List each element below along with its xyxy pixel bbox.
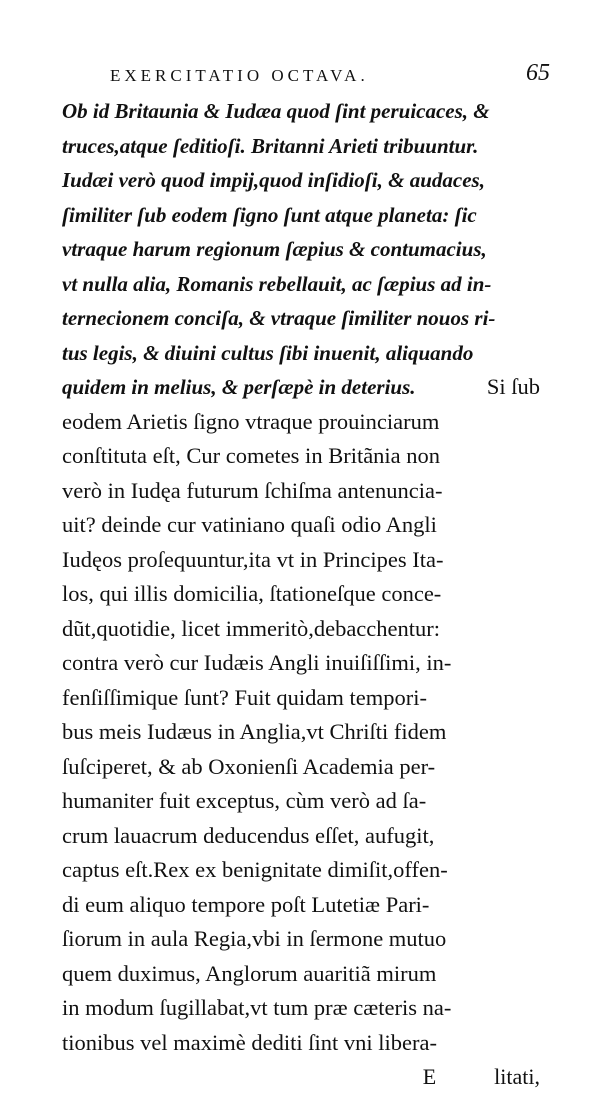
- text-line: captus eſt.Rex ex benignitate dimiſit,offen-: [62, 857, 448, 882]
- signature-mark: E: [422, 1064, 437, 1089]
- text-line: fenſiſſimique ſunt? Fuit quidam tempori-: [62, 684, 427, 710]
- running-title: EXERCITATIO OCTAVA.: [110, 66, 369, 85]
- text-line: los, qui illis domicilia, ſtationeſque conce-: [62, 581, 442, 606]
- text-line: bus meis Iudæus in Anglia,vt Chriſti fidem: [62, 719, 447, 744]
- text-line: ternecionem conciſa, & vtraque ſimiliter nouos ri-: [62, 306, 496, 330]
- text-line: di eum aliquo tempore poſt Lutetiæ Pari-: [62, 891, 430, 917]
- text-line: ſimiliter ſub eodem ſigno ſunt atque planeta: ſic: [62, 202, 477, 227]
- text-line: tionibus vel maximè dediti ſint vni libera-: [62, 1029, 437, 1055]
- text-line: vt nulla alia, Romanis rebellauit, ac ſæpius ad in-: [62, 271, 492, 296]
- text-line: contra verò cur Iudæis Angli inuiſiſſimi, in-: [62, 650, 452, 675]
- text-line: dũt,quotidie, licet immeritò,debacchentur:: [62, 615, 441, 641]
- text-line: quem duximus, Anglorum auaritiã mirum: [62, 960, 437, 986]
- text-line: humaniter fuit exceptus, cùm verò ad ſa-: [62, 788, 427, 813]
- text-line: conſtituta eſt, Cur cometes in Britãnia non: [62, 443, 441, 468]
- text-line: Ob id Britaunia & Iudæa quod ſint peruicaces, &: [62, 99, 490, 123]
- text-line: ſiorum in aula Regia,vbi in ſermone mutuo: [62, 926, 447, 951]
- text-line: verò in Iudęa futurum ſchiſma antenuncia-: [62, 477, 443, 503]
- text-line: ſuſciperet, & ab Oxonienſi Academia per-: [62, 753, 436, 779]
- text-line: eodem Arietis ſigno vtraque prouinciarum: [62, 408, 440, 434]
- text-line: vtraque harum regionum ſæpius & contumacius,: [62, 237, 487, 261]
- footer-line: [62, 1060, 540, 1095]
- running-head: [110, 60, 550, 94]
- text-line: Iudęos proſequuntur,ita vt in Principes Ita-: [62, 546, 444, 572]
- text-line: quidem in melius, & perſæpè in deterius. Si ſub: [62, 374, 540, 399]
- body-text: [62, 94, 540, 1095]
- text-line: tus legis, & diuini cultus ſibi inuenit, aliquando: [62, 340, 474, 365]
- text-line: in modum ſugillabat,vt tum præ cæteris na-: [62, 995, 452, 1020]
- text-line: truces,atque ſeditioſi. Britanni Arieti tribuuntur.: [62, 133, 479, 158]
- text-line: uit? deinde cur vatiniano quaſi odio Angli: [62, 512, 437, 537]
- text-line: Iudæi verò quod impij,quod inſidioſi, & audaces,: [62, 168, 485, 192]
- text-line: crum lauacrum deducendus eſſet, aufugit,: [62, 822, 435, 848]
- page-number: 65: [526, 60, 550, 86]
- catchword: litati,: [494, 1064, 540, 1089]
